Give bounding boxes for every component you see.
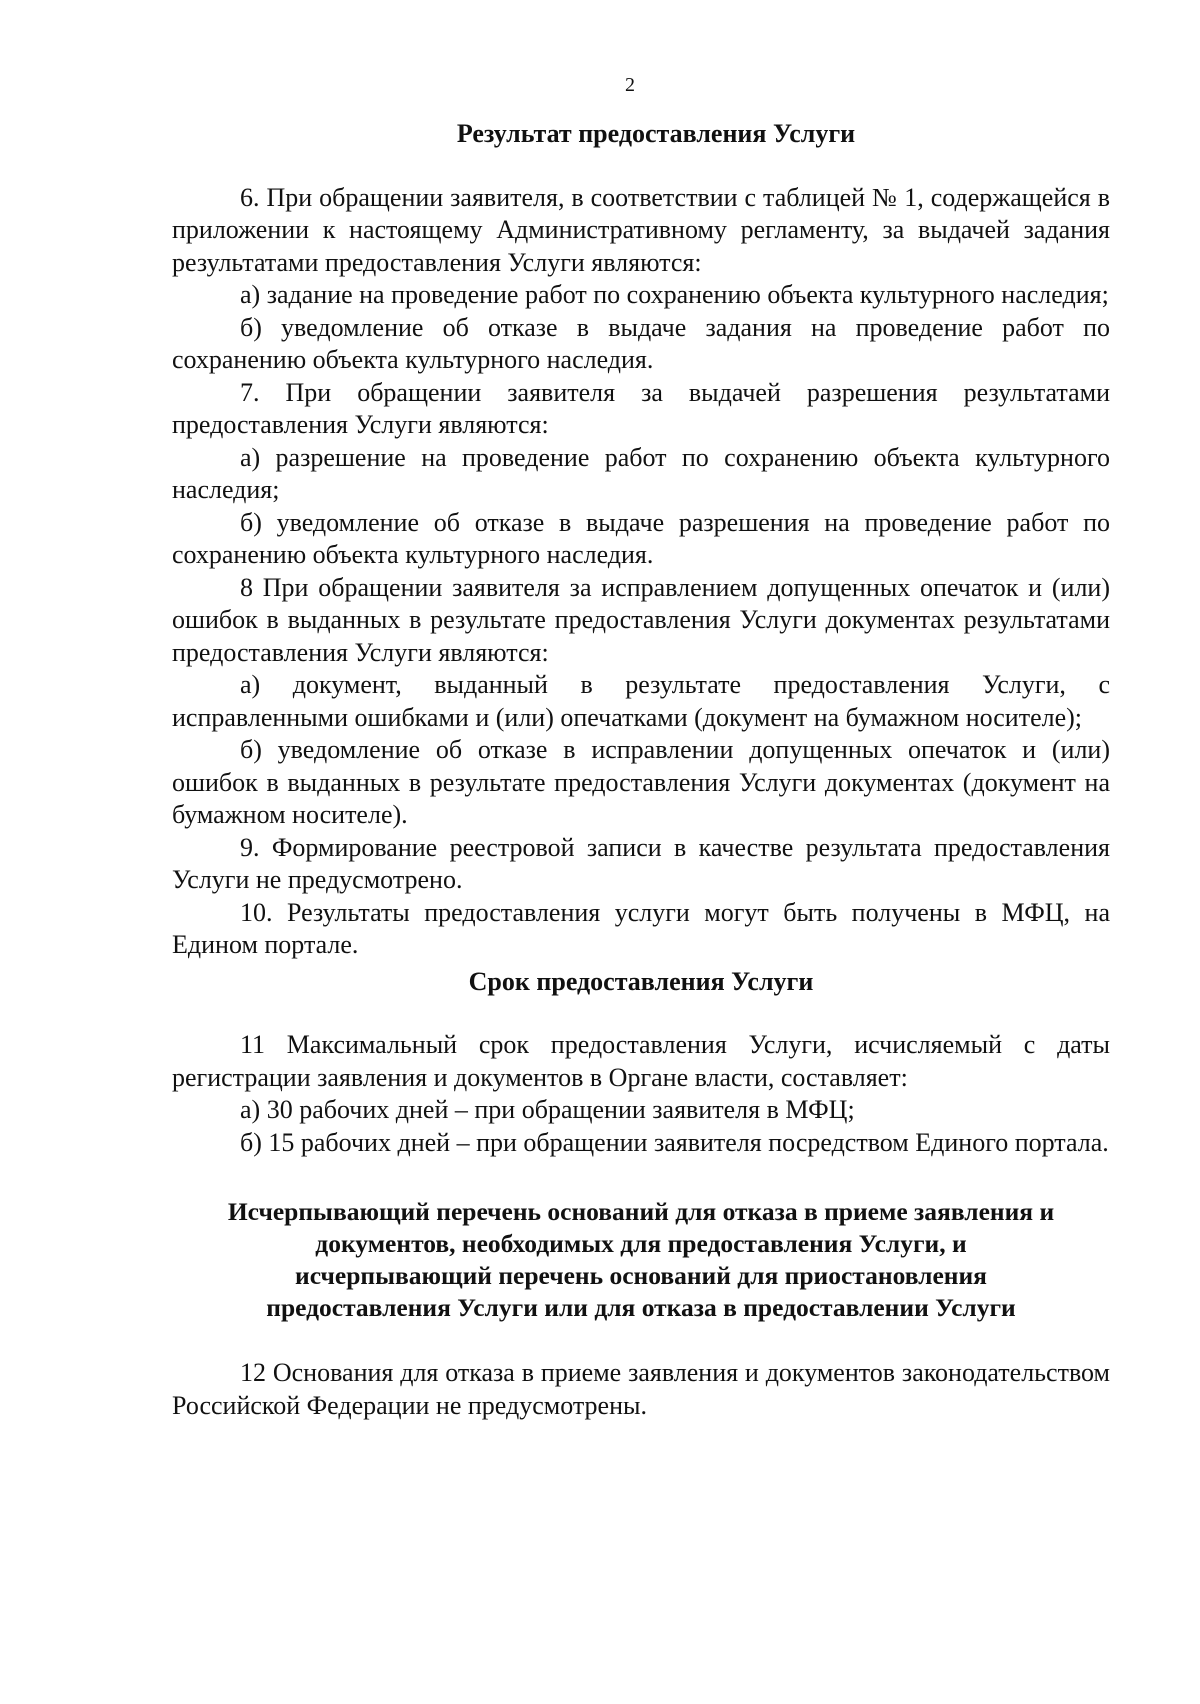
section-heading-term: Срок предоставления Услуги — [468, 966, 814, 996]
paragraph-8a: а) документ, выданный в результате предоставления Услуги, с исправленными ошибками и (или) опечатками (документ на бумажном носителе); — [172, 670, 1110, 732]
paragraph-11b: б) 15 рабочих дней – при обращении заявителя посредством Единого портала. — [240, 1127, 1109, 1157]
section-heading-result: Результат предоставления Услуги — [456, 119, 856, 148]
paragraph-6: 6. При обращении заявителя, в соответствии с таблицей № 1, содержащейся в приложении к настоящему Административному регламенту, за выдачей задания результатами предоставления Услуги являются: — [172, 182, 1110, 277]
paragraph-10: 10. Результаты предоставления услуги могут быть получены в МФЦ, на Едином портале. — [172, 897, 1110, 959]
heading-line-1: Исчерпывающий перечень оснований для отказа в приеме заявления и — [227, 1197, 1055, 1226]
paragraph-7a: а) разрешение на проведение работ по сохранению объекта культурного наследия; — [172, 442, 1110, 504]
heading-line-3: исчерпывающий перечень оснований для приостановления — [295, 1261, 987, 1290]
paragraph-12: 12 Основания для отказа в приеме заявления и документов законодательством Российской Федерации не предусмотрены. — [172, 1358, 1110, 1420]
section-heading-refusal-grounds — [172, 1196, 1110, 1324]
paragraph-8b: б) уведомление об отказе в исправлении допущенных опечаток и (или) ошибок в выданных в результате предоставления Услуги документах (документ на бумажном носителе). — [172, 735, 1110, 829]
paragraph-9: 9. Формирование реестровой записи в качестве результата предоставления Услуги не предусмотрено. — [172, 832, 1110, 894]
paragraph-7b: б) уведомление об отказе в выдаче разрешения на проведение работ по сохранению объекта культурного наследия. — [172, 507, 1110, 569]
paragraph-7: 7. При обращении заявителя за выдачей разрешения результатами предоставления Услуги являются: — [172, 377, 1110, 439]
document-body — [172, 118, 1110, 1422]
paragraph-11: 11 Максимальный срок предоставления Услуги, исчисляемый с даты регистрации заявления и документов в Органе власти, составляет: — [172, 1030, 1110, 1092]
page-number: 2 — [625, 74, 635, 96]
paragraph-6b: б) уведомление об отказе в выдаче задания на проведение работ по сохранению объекта культурного наследия. — [172, 312, 1110, 374]
heading-line-4: предоставления Услуги или для отказа в предоставлении Услуги — [266, 1293, 1016, 1322]
paragraph-11a: а) 30 рабочих дней – при обращении заявителя в МФЦ; — [240, 1095, 855, 1124]
heading-line-2: документов, необходимых для предоставления Услуги, и — [315, 1229, 967, 1258]
paragraph-6a: а) задание на проведение работ по сохранению объекта культурного наследия; — [240, 280, 1109, 309]
paragraph-8: 8 При обращении заявителя за исправлением допущенных опечаток и (или) ошибок в выданных в результате предоставления Услуги документах результатами предоставления Услуги являются: — [172, 572, 1110, 667]
